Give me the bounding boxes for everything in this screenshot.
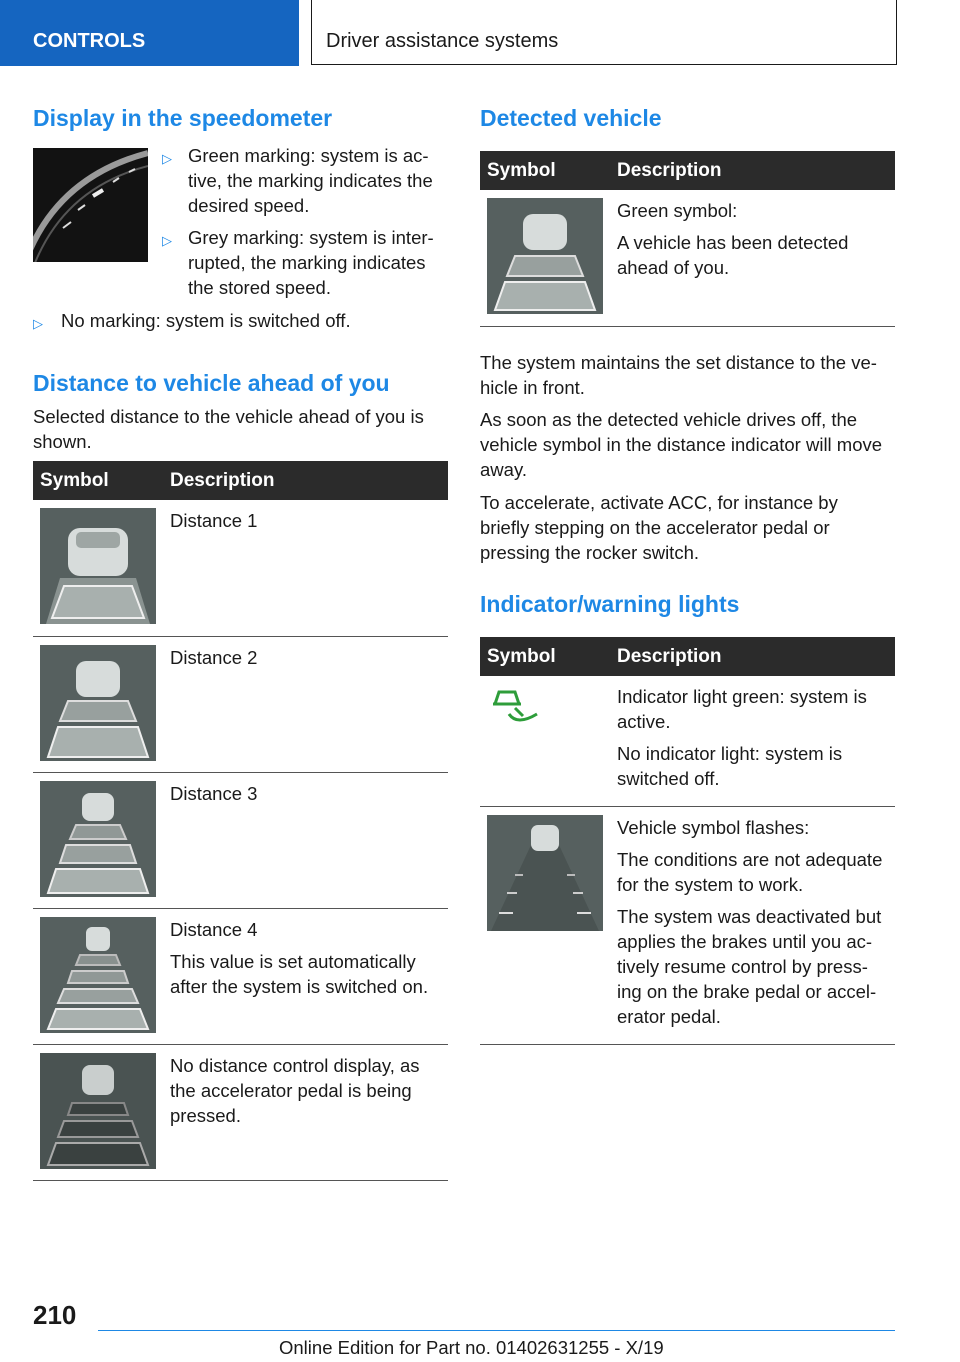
distance-heading: Distance to vehicle ahead of you: [33, 370, 390, 396]
distance-4-symbol: [40, 917, 156, 1033]
distance-3-symbol: [40, 781, 156, 897]
indicator-green-desc: Indicator light green: system is active.: [617, 686, 867, 732]
footer-divider: [98, 1330, 895, 1331]
table-row: [480, 676, 895, 807]
table-row: [33, 772, 448, 908]
table-row: [33, 636, 448, 772]
col-description: Description: [610, 637, 895, 676]
col-description: Description: [610, 151, 895, 190]
detected-vehicle-symbol: [487, 198, 603, 314]
flashing-desc-1: Vehicle symbol flashes:: [617, 817, 810, 838]
page-header-title: Driver assistance systems: [326, 30, 559, 52]
distance-2-symbol: [40, 645, 156, 761]
table-row: [480, 190, 895, 326]
edition-note: Online Edition for Part no. 01402631255 - X/19: [279, 1337, 664, 1358]
table-row: [33, 908, 448, 1044]
indicator-off-desc: No indicator light: system is switched off.: [617, 743, 843, 789]
speedometer-item-2: Grey marking: system is inter- rupted, the marking indicates the stored speed.: [188, 227, 434, 298]
table-row: [33, 1044, 448, 1180]
flashing-vehicle-symbol: [487, 815, 603, 931]
detected-heading: Detected vehicle: [480, 105, 662, 131]
no-distance-desc: No distance control display, as the accelerator pedal is being pressed.: [170, 1054, 420, 1126]
speedometer-item-1: Green marking: system is ac- tive, the marking indicates the desired speed.: [188, 145, 433, 216]
indicator-table: [480, 637, 895, 1045]
table-row: [33, 500, 448, 636]
distance-3-desc: Distance 3: [170, 782, 258, 804]
detected-desc-1: Green symbol:: [617, 200, 738, 221]
distance-table: [33, 461, 448, 1181]
distance-intro: Selected distance to the vehicle ahead of you is shown.: [33, 406, 424, 452]
detected-para-3: To accelerate, activate ACC, for instance by briefly stepping on the accelerator pedal or pressing the rocker switch.: [480, 492, 838, 563]
indicator-heading: Indicator/warning lights: [480, 591, 740, 617]
distance-4-note: This value is set automatically after the system is switched on.: [170, 950, 429, 997]
section-tab: [0, 0, 299, 66]
section-label: CONTROLS: [33, 30, 146, 52]
col-description: Description: [163, 461, 448, 500]
table-row: [480, 807, 895, 1045]
distance-2-desc: Distance 2: [170, 646, 258, 668]
detected-desc-2: A vehicle has been detected ahead of you.: [617, 232, 849, 278]
col-symbol: Symbol: [33, 461, 163, 500]
detected-para-1: The system maintains the set distance to the ve- hicle in front.: [480, 352, 877, 398]
speedometer-image: [33, 148, 148, 262]
page-number: 210: [33, 1300, 77, 1330]
speedometer-heading: Display in the speedometer: [33, 105, 333, 131]
detected-table: [480, 151, 895, 327]
detected-para-2: As soon as the detected vehicle drives off, the vehicle symbol in the distance indicator will move away.: [480, 409, 883, 480]
speedometer-item-3: No marking: system is switched off.: [61, 310, 351, 331]
col-symbol: Symbol: [480, 637, 610, 676]
bullet-icon: ▷: [162, 151, 172, 166]
distance-4-desc: Distance 4: [170, 918, 258, 940]
col-symbol: Symbol: [480, 151, 610, 190]
acc-indicator-icon: [487, 684, 603, 744]
page-header: [311, 0, 897, 65]
no-distance-symbol: [40, 1053, 156, 1169]
flashing-desc-2: The conditions are not adequate for the system to work.: [617, 849, 883, 895]
bullet-icon: ▷: [33, 316, 43, 331]
bullet-icon: ▷: [162, 233, 172, 248]
distance-1-desc: Distance 1: [170, 510, 258, 531]
flashing-desc-3: The system was deactivated but applies the brakes until you ac- tively resume control by press- ing on the brake pedal or accel- erator pedal.: [617, 906, 882, 1027]
distance-1-symbol: [40, 508, 156, 624]
